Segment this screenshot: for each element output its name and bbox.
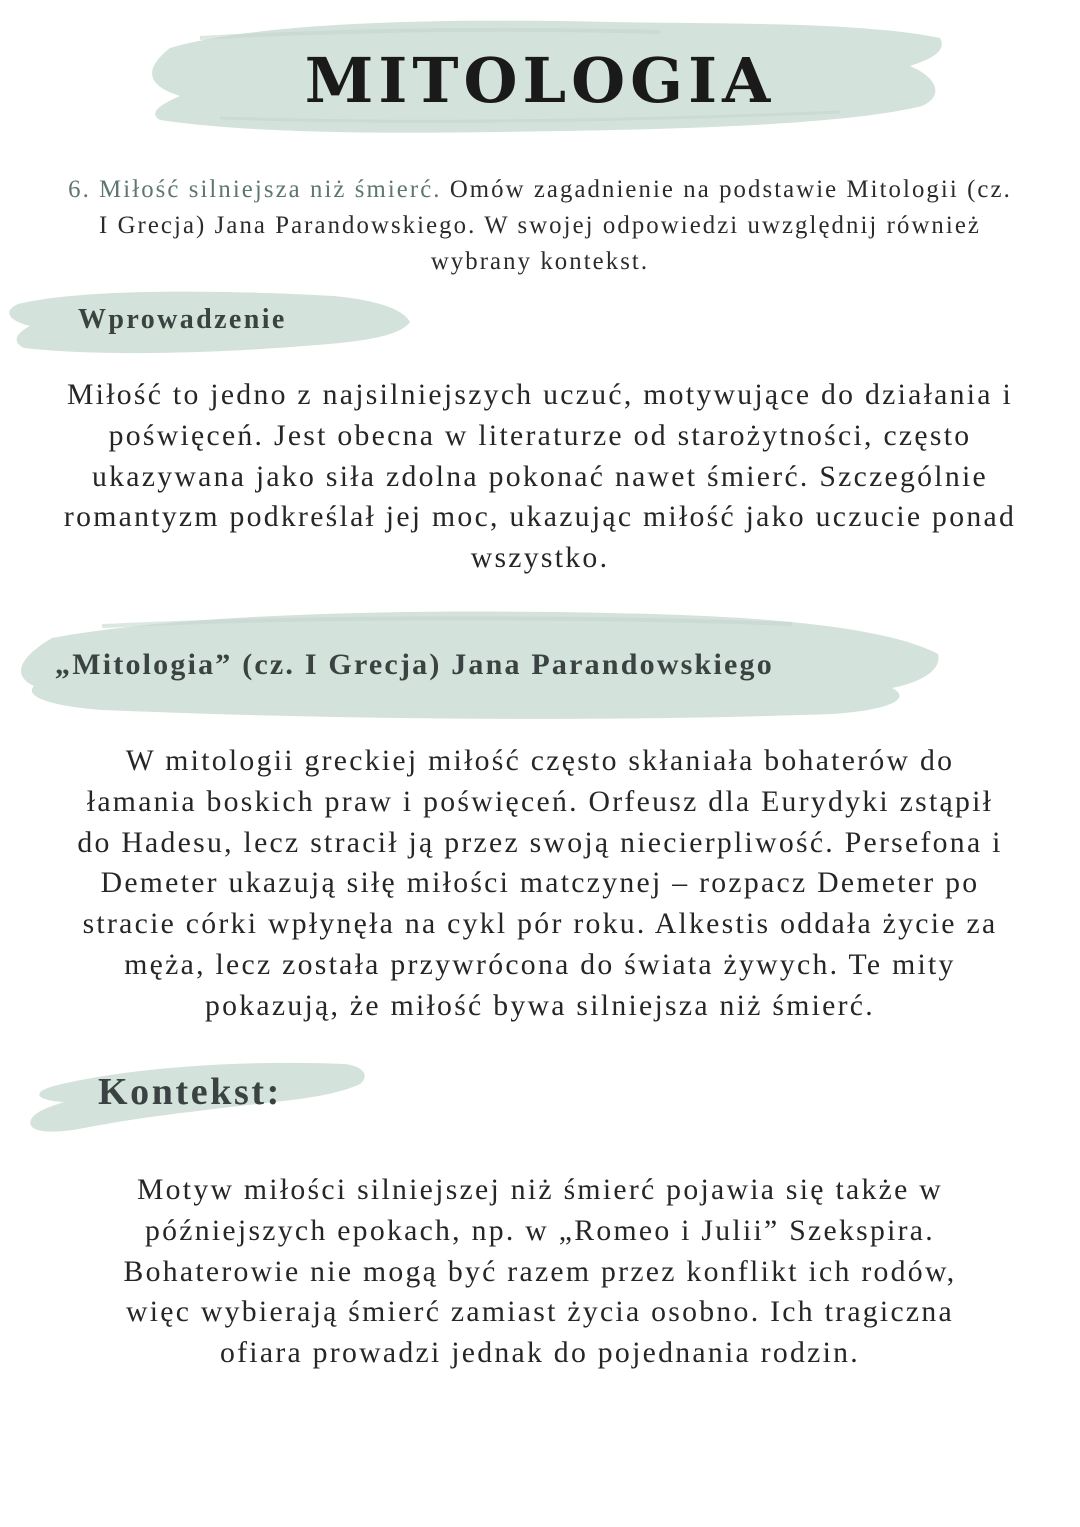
context-paragraph bbox=[0, 1170, 1080, 1374]
paragraph-line: pokazują, że miłość bywa silniejsza niż śmierć. bbox=[205, 988, 875, 1022]
question-line-2: I Grecja) Jana Parandowskiego. W swojej odpowiedzi uwzględnij również bbox=[98, 212, 982, 239]
paragraph-line: Bohaterowie nie mogą być razem przez konflikt ich rodów, bbox=[123, 1254, 957, 1288]
paragraph-line: W mitologii greckiej miłość często skłaniała bohaterów do bbox=[125, 744, 955, 777]
question-line-3: wybrany kontekst. bbox=[430, 248, 650, 275]
paragraph-line: do Hadesu, lecz stracił ją przez swoją niecierpliwość. Persefona i bbox=[77, 825, 1003, 859]
paragraph-line: więc wybierają śmierć zamiast życia osobno. Ich tragiczna bbox=[125, 1295, 955, 1329]
paragraph-line: Miłość to jedno z najsilniejszych uczuć, motywujące do działania i bbox=[66, 378, 1014, 411]
question-line-1 bbox=[5, 172, 1075, 208]
paragraph-line: męża, lecz została przywrócona do świata żywych. Te mity bbox=[124, 947, 956, 981]
section-heading-myth: „Mitologia” (cz. I Grecja) Jana Parandowskiego bbox=[55, 648, 774, 681]
paragraph-line: stracie córki wpłynęła na cykl pór roku. Alkestis oddała życie za bbox=[82, 907, 998, 941]
paragraph-line: Demeter ukazują siłę miłości matczynej – rozpacz Demeter po bbox=[100, 866, 980, 900]
paragraph-line: wszystko. bbox=[470, 541, 610, 575]
paragraph-line: ofiara prowadzi jednak do pojednania rodzin. bbox=[219, 1336, 861, 1370]
intro-paragraph bbox=[0, 375, 1080, 579]
section-heading-context: Kontekst: bbox=[98, 1071, 282, 1113]
section-heading-intro: Wprowadzenie bbox=[78, 304, 287, 335]
paragraph-line: późniejszych epokach, np. w „Romeo i Julii” Szekspira. bbox=[145, 1213, 935, 1247]
paragraph-line: romantyzm podkreślał jej moc, ukazując miłość jako uczucie ponad bbox=[63, 500, 1017, 534]
paragraph-line: poświęceń. Jest obecna w literaturze od starożytności, często bbox=[108, 418, 972, 452]
myth-paragraph bbox=[0, 741, 1080, 1027]
question-topic: Miłość silniejsza niż śmierć. bbox=[99, 176, 442, 203]
paragraph-line: ukazywana jako siła zdolna pokonać nawet śmierć. Szczególnie bbox=[91, 459, 989, 493]
question-line-1-rest: Omów zagadnienie na podstawie Mitologii (cz. bbox=[449, 176, 1012, 203]
page-title: MITOLOGIA bbox=[304, 44, 776, 117]
question-number: 6. bbox=[68, 176, 91, 203]
question-prompt bbox=[0, 172, 1080, 280]
paragraph-line: Motyw miłości silniejszej niż śmierć pojawia się także w bbox=[136, 1173, 944, 1206]
paragraph-line: łamania boskich praw i poświęceń. Orfeusz dla Eurydyki zstąpił bbox=[86, 784, 994, 818]
